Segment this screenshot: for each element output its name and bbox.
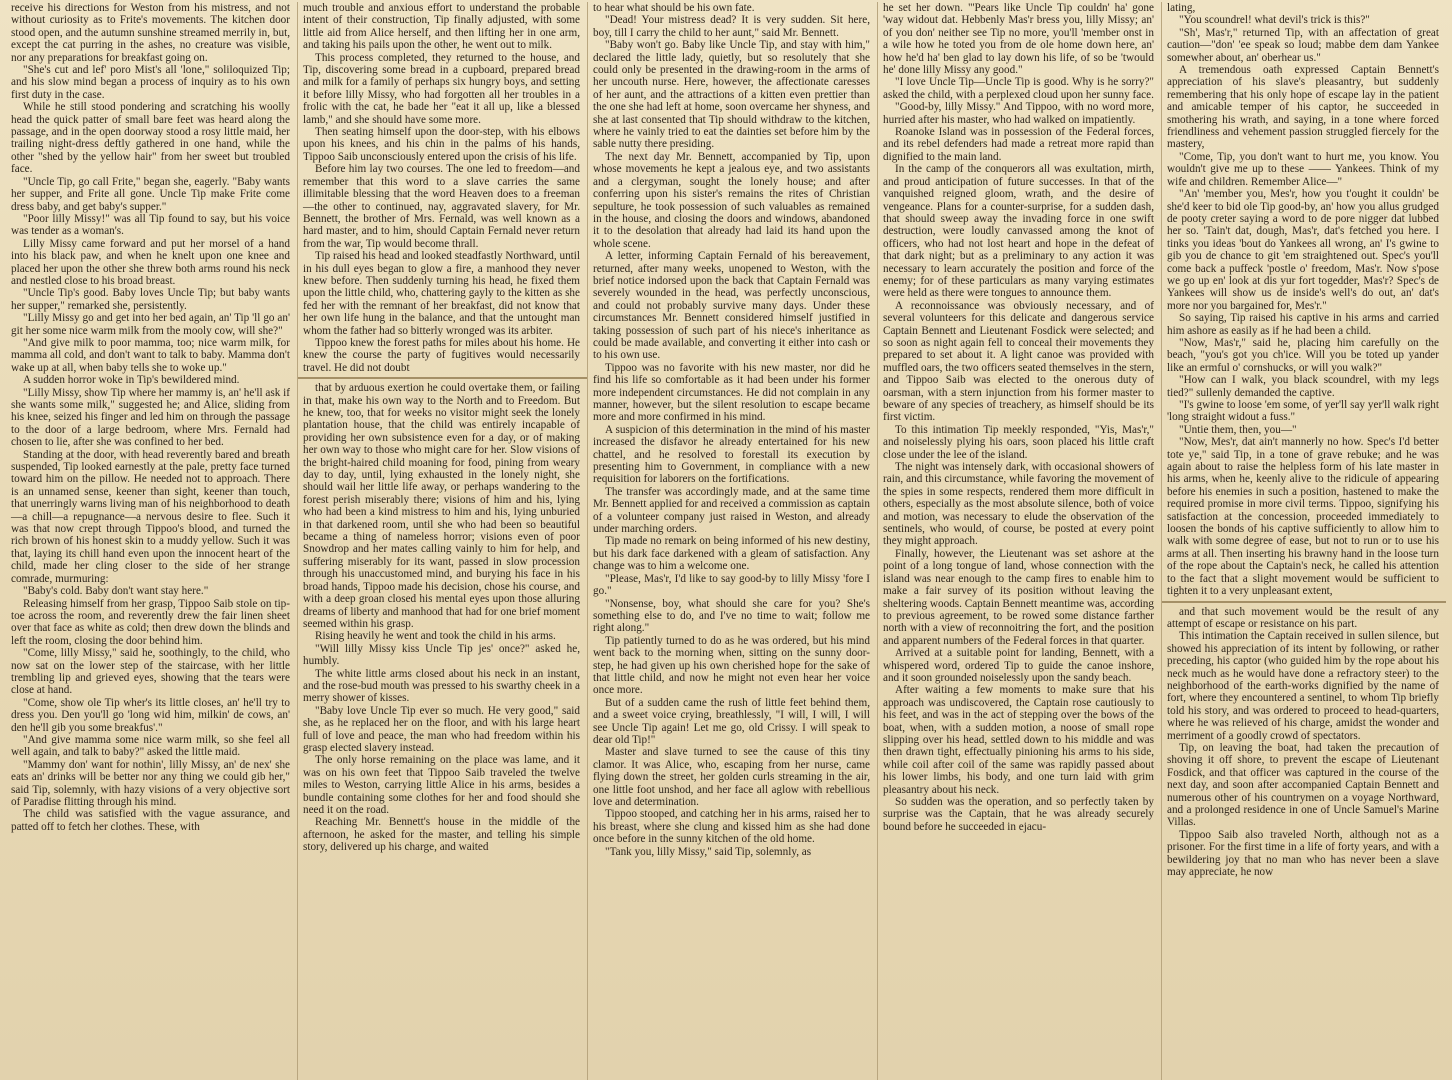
paragraph: Rising heavily he went and took the child in his arms.: [315, 630, 556, 643]
paragraph: much trouble and anxious effort to understand the probable intent of their construction, Tip finally adjusted, with some little aid from Alice herself, and then lifting her in one arm, and taking his pails upon the other, he went out to milk.: [303, 2, 580, 52]
paragraph: To this intimation Tip meekly responded, "Yis, Mas'r," and noiselessly plying his oars, soon placed his little craft close under the lee of the island.: [883, 423, 1154, 461]
paragraph: "She's cut and lef' poro Mist's all 'lone," soliloquized Tip; and his slow mind began a process of inquiry as to his own first duty in the case.: [11, 64, 290, 101]
paragraph: Before him lay two courses. The one led to freedom—and remember that this word to a slave carries the same illimitable blessing that the word Heaven does to a freeman—the other to continued, nay, aggravated slavery, for Mr. Bennett, the brother of Mrs. Fernald, was well known as a hard master, and to him, should Captain Fernald never return from the war, Tip would become thrall.: [303, 163, 580, 250]
paragraph: Standing at the door, with head reverently bared and breath suspended, Tip looked earnestly at the pale, pretty face turned toward him on the pillow. He needed not to approach. There is an unnamed sense, keener than sight, keener than touch, that unerringly warns living man of his neighborhood to death—a chill—a repugnance—a nervous desire to flee. Such it was that now crept through Tippoo's blood, and turned the rich brown of his honest skin to a muddy yellow. Such it was that, laying its chill hand even upon the innocent heart of the child, made her cling closer to the side of her strange comrade, murmuring:: [11, 448, 290, 585]
paragraph: "How can I walk, you black scoundrel, with my legs tied?" sullenly demanded the captive.: [1167, 374, 1439, 399]
paragraph: "Untie them, then, you—": [1179, 423, 1297, 436]
paragraph: "I's gwine to loose 'em some, of yer'll say yer'll walk right 'long straight widout a fuss.": [1167, 399, 1439, 424]
paragraph: In the camp of the conquerors all was exultation, mirth, and proud anticipation of future successes. In that of the vanquished reigned gloom, wrath, and the desire of vengeance. Plans for a counter-surprise, for a sudden dash, that should sweep away the invading force in one swift destruction, were loudly canvassed among the knot of officers, who had not lost heart and hope in the defeat of that dark night; but as a preliminary to any action it was necessary to learn accurately the position and force of the enemy; for of these particulars as many varying estimates were held as there were tongues to announce them.: [883, 163, 1154, 300]
paragraph: "Baby's cold. Baby don't want stay here.": [23, 585, 209, 598]
paragraph: receive his directions for Weston from his mistress, and not without curiosity as to Frite's movements. The kitchen door stood open, and the autumn sunshine streamed merrily in, but, except the cat purring in the ashes, no creature was visible, nor any preparations for breakfast going on.: [11, 2, 290, 64]
column-4: [878, 2, 1162, 1080]
paragraph: "Tank you, lilly Missy," said Tip, solemnly, as: [605, 845, 812, 858]
paragraph: "And give mamma some nice warm milk, so she feel all well again, and talk to baby?" asked the little maid.: [11, 733, 290, 759]
paragraph: Tip, on leaving the boat, had taken the precaution of shoving it off shore, to prevent the escape of Lieutenant Fosdick, and that officer was captured in the course of the next day, and soon after accompanied Captain Bennett and numerous other of his countrymen on a voyage Northward, and a prolonged residence in one of Uncle Samuel's Marine Villas.: [1167, 741, 1439, 829]
paragraph: "Lilly Missy go and get into her bed again, an' Tip 'll go an' git her some nice warm milk from the mooly cow, will she?": [11, 312, 290, 337]
paragraph: Tippoo was no favorite with his new master, nor did he find his life so comfortable as it had been under his former more independent circumstances. He did not complain in any manner, however, but the silent resolution to escape became more and more confirmed in his mind.: [593, 361, 870, 424]
paragraph: While he still stood pondering and scratching his woolly head the quick patter of small bare feet was heard along the passage, and in the open doorway stood a rosy little maid, her trailing night-dress deftly gathered in one hand, while the other "shed by the yellow hair" from her sweet but troubled face.: [11, 101, 290, 176]
paragraph: So saying, Tip raised his captive in his arms and carried him ashore as easily as if he had been a child.: [1167, 312, 1439, 337]
paragraph: he set her down. "'Pears like Uncle Tip couldn' ha' gone 'way widout dat. Hebbenly Mas'r bress you, lilly Missy; an' of you don' neither see Tip no more, you'll 'member onst in a wile how he toted you from de ole home down here, an' how he'd ha' ben glad to lay down his life, of so be 'twould he' done lilly Missy any good.": [883, 2, 1154, 77]
paragraph: The white little arms closed about his neck in an instant, and the rose-bud mouth was pressed to his swarthy cheek in a merry shower of kisses.: [303, 667, 580, 705]
paragraph: to hear what should be his own fate.: [593, 2, 755, 14]
paragraph: Reaching Mr. Bennett's house in the middle of the afternoon, he asked for the master, and telling his simple story, delivered up his charge, and waited: [303, 816, 580, 854]
clipping-seam: [298, 377, 587, 379]
paragraph: Tippoo Saib also traveled North, although not as a prisoner. For the first time in a life of forty years, and with a bewildering joy that no man who has never been a slave may appreciate, he now: [1167, 828, 1439, 879]
paragraph: "Nonsense, boy, what should she care for you? She's something else to do, and I've no time to wait; follow me right along.": [593, 597, 870, 635]
paragraph: The next day Mr. Bennett, accompanied by Tip, upon whose movements he kept a jealous eye, and two assistants and a clergyman, sought the lonely house; and after conferring upon his sister's remains the rites of Christian sepulture, he took possession of such valuables as remained in the house, and closing the doors and windows, abandoned it to the desolation that already had laid its hand upon the whole scene.: [593, 150, 870, 250]
paragraph: The only horse remaining on the place was lame, and it was on his own feet that Tippoo Saib traveled the twelve miles to Weston, carrying little Alice in his arms, besides a bundle containing some clothes for her and food should she need it on the road.: [303, 754, 580, 816]
paragraph: "Good-by, lilly Missy." And Tippoo, with no word more, hurried after his master, who had walked on impatiently.: [883, 101, 1154, 126]
paragraph: "Come, lilly Missy," said he, soothingly, to the child, who now sat on the lower step of the staircase, with her little trembling lip and grieved eyes, showing that the tears were close at hand.: [11, 647, 290, 697]
paragraph: "Dead! Your mistress dead? It is very sudden. Sit here, boy, till I carry the child to her aunt," said Mr. Bennett.: [593, 14, 870, 39]
paragraph: Arrived at a suitable point for landing, Bennett, with a whispered word, ordered Tip to guide the canoe inshore, and it soon grounded noiselessly upon the sandy beach.: [883, 647, 1154, 684]
paragraph: The night was intensely dark, with occasional showers of rain, and this circumstance, while favoring the movement of the spies in some respects, rendered them more difficult in others, especially as the most absolute silence, both of voice and motion, was necessary to elude the observation of the sentinels, who would, of course, be posted at every point they might approach.: [883, 461, 1154, 548]
paragraph: "And give milk to poor mamma, too; nice warm milk, for mamma all cold, and don't want to talk to baby. Mamma don't wake up at all, when baby tells she to woke up.": [11, 336, 290, 374]
paragraph: "Now, Mes'r, dat ain't mannerly no how. Spec's I'd better tote ye," said Tip, in a tone of grave rebuke; and he was again about to raise the helpless form of his late master in his arms, when he, keenly alive to the ridicule of appearing before his enemies in such a position, hastened to make the required promise in more civil terms. Tippoo, signifying his satisfaction at the concession, proceeded immediately to loosen the bonds of his captive sufficiently to allow him to walk with some degree of ease, but not to run or to use his arms at all. Then inserting his brawny hand in the loose turn of the rope about the Captain's neck, he called his attention to the fact that a slight movement would be sufficient to tighten it to a very unpleasant extent,: [1167, 436, 1439, 598]
paragraph: "You scoundrel! what devil's trick is this?": [1179, 14, 1370, 27]
paragraph: "Uncle Tip, go call Frite," began she, eagerly. "Baby wants her supper, and Frite all gone. Uncle Tip make Frite come dress baby, and get baby's supper.": [11, 175, 290, 213]
paragraph: "Come, show ole Tip wher's its little closes, an' he'll try to dress you. Den you'll go 'long wid him, milkin' de cows, an' den he'll gib you some breakfus'.": [11, 696, 290, 734]
paragraph: that by arduous exertion he could overtake them, or failing in that, make his own way to the North and to Freedom. But he knew, too, that for weeks no visitor might seek the lonely plantation house, that the child was entirely incapable of providing her own subsistence even for a day, or of making her own way to those who might care for her. Slow visions of the bright-haired child moaning for food, pining from weary day to day, until, lying exhausted in the lonely night, she should wail her little life away, or perhaps wandering to the forest perish miserably there; visions of him and his, lying who had been a kind mistress to him and his, lying unburied in that darkened room, until she who had been so beautiful became a thing of nameless horror; visions even of poor Snowdrop and her mates calling vainly to him for help, and suffering miserably for its want, passed in slow procession through his unaccustomed mind, and burying his face in his broad hands, Tippoo made his decision, chose his course, and with a deep groan closed his mental eyes upon those alluring dreams of liberty and manhood that had for one brief moment seemed within his grasp.: [303, 382, 580, 630]
paragraph: A sudden horror woke in Tip's bewildered mind.: [23, 374, 240, 387]
paragraph: "Will lilly Missy kiss Uncle Tip jes' once?" asked he, humbly.: [303, 642, 580, 668]
paragraph: "Sh', Mas'r," returned Tip, with an affectation of great caution—"don' 'ee speak so loud; mabbe dem dam Yankee somewher about, an' oberhear us.": [1167, 26, 1439, 64]
paragraph: Lilly Missy came forward and put her morsel of a hand into his black paw, and when he knelt upon one knee and placed her upon the other she threw both arms round his neck and nestled close to his broad breast.: [11, 237, 290, 287]
paragraph: But of a sudden came the rush of little feet behind them, and a sweet voice crying, breathlessly, "I will, I will, I will see Uncle Tip again! Let me go, old Crissy. I will speak to dear old Tip!": [593, 696, 870, 746]
paragraph: Then seating himself upon the door-step, with his elbows upon his knees, and his chin in the palms of his hands, Tippoo Saib unconsciously entered upon the crisis of his life.: [303, 126, 580, 163]
paragraph: A suspicion of this determination in the mind of his master increased the disfavor he already entertained for his new chattel, and he resolved to forestall its execution by presenting him to Government, in compliance with a new requisition for laborers on the fortifications.: [593, 423, 870, 486]
paragraph: Tip made no remark on being informed of his new destiny, but his dark face darkened with a gleam of satisfaction. Any change was to him a welcome one.: [593, 535, 870, 573]
column-2: [298, 2, 588, 1080]
paragraph: This process completed, they returned to the house, and Tip, discovering some bread in a cupboard, prepared bread and milk for a family of perhaps six hungry boys, and setting it before lilly Missy, who had forgotten all her troubles in a frolic with the cat, he bade her "eat it all up, like a blessed lamb," and she should have some more.: [303, 51, 580, 126]
paragraph: A letter, informing Captain Fernald of his bereavement, returned, after many weeks, unopened to Weston, with the brief notice indorsed upon the back that Captain Fernald was severely wounded in the head, was perfectly unconscious, and could not probably survive many days. Under these circumstances Mr. Bennett considered himself justified in taking possession of such part of his niece's inheritance as could be made available, and converting it either into cash or to his own use.: [593, 250, 870, 362]
paragraph: A reconnoissance was obviously necessary, and of several volunteers for this delicate and dangerous service Captain Bennett and Lieutenant Fosdick were selected; and so soon as night again fell to conceal their movements they prepared to set about it. A light canoe was provided with muffled oars, the two officers seated themselves in the stern, and Tippoo Saib was elected to the onerous duty of oarsman, with a stern injunction from his former master to beware of any species of treachery, as himself should be its first victim.: [883, 299, 1154, 424]
paragraph: Roanoke Island was in possession of the Federal forces, and its rebel defenders had made a retreat more rapid than dignified to the main land.: [883, 126, 1154, 163]
paragraph: "An' 'member you, Mes'r, how you t'ought it couldn' be she'd keer to bid ole Tip good-by, an' how you allus grudged de pooty creter saying a word to de pore nigger dat lubbed her so. 'Tain't dat, dough, Mas'r, dat's fetched you here. I tinks you ideas 'bout do Yankees all wrong, an' I's gwine to gib you de chance to git 'em straightened out. Spec's you'll come back a puffeck 'postle o' freedom, Mas'r. Now s'pose we go up en' look at dis yur fort togedder, Mas'r? Spec's de Yankees will show us de inside's well's do out, an' dat's more nor you bargained for, Mes'r.": [1167, 188, 1439, 312]
paragraph: Master and slave turned to see the cause of this tiny clamor. It was Alice, who, escaping from her nurse, came flying down the street, her golden curls streaming in the air, one little foot unshod, and her face all aglow with rebellious love and determination.: [593, 746, 870, 808]
paragraph: "Now, Mas'r," said he, placing him carefully on the beach, "you's got you ch'ice. Will you be toted up yander like an ermful o' cornshucks, or will you walk?": [1167, 336, 1439, 374]
paragraph: Releasing himself from her grasp, Tippoo Saib stole on tip-toe across the room, and reverently drew the fair linen sheet over that face as white as cold; then drew down the blinds and left the room, closing the door behind him.: [11, 597, 290, 647]
paragraph: "I love Uncle Tip—Uncle Tip is good. Why is he sorry?" asked the child, with a perplexed cloud upon her sunny face.: [883, 76, 1154, 101]
paragraph: A tremendous oath expressed Captain Bennett's appreciation of his slave's pleasantry, but suddenly remembering that his only hope of escape lay in the patient and amicable temper of his captor, he succeeded in smothering his wrath, and saying, in a tone where forced friendliness and vehement passion struggled fiercely for the mastery,: [1167, 64, 1439, 151]
paragraph: Tippoo knew the forest paths for miles about his home. He knew the course the party of fugitives would necessarily travel. He did not doubt: [303, 336, 580, 374]
paragraph: Finally, however, the Lieutenant was set ashore at the point of a long tongue of land, whose connection with the island was near enough to the camp fires to enable him to make a fair survey of its position without leaving the sheltering woods. Captain Bennett meantime was, according to previous agreement, to be rowed some distance farther north with a view of reconnoitring the fort, and the position and apparent numbers of the Federal forces in that quarter.: [883, 547, 1154, 647]
paragraph: So sudden was the operation, and so perfectly taken by surprise was the Captain, that he was already securely bound before he succeeded in ejacu-: [883, 796, 1154, 833]
paragraph: "Poor lilly Missy!" was all Tip found to say, but his voice was tender as a woman's.: [11, 212, 290, 238]
column-5: [1162, 2, 1446, 1080]
paragraph: "Please, Mas'r, I'd like to say good-by to lilly Missy 'fore I go.": [593, 572, 870, 598]
paragraph: Tip raised his head and looked steadfastly Northward, until in his dull eyes began to glow a fire, a manhood they never knew before. Then suddenly turning his head, he fixed them upon the little child, who, chattering gayly to the kitten as she fed her with the remnant of her breakfast, did not know that her own life hung in the balance, and that the untought man whom the father had so bitterly wronged was its arbiter.: [303, 250, 580, 337]
clipping-seam: [1162, 601, 1446, 603]
paragraph: "Uncle Tip's good. Baby loves Uncle Tip; but baby wants her supper," remarked she, persistently.: [11, 287, 290, 312]
paragraph: After waiting a few moments to make sure that his approach was undiscovered, the Captain rose cautiously to his feet, and was in the act of stepping over the bows of the boat, when, with a sudden motion, a noose of small rope slipping over his head, settled down to his middle and was then drawn tight, effectually pinioning his arms to his side, while coil after coil of the same was rapidly passed about his lower limbs, his body, and one turn laid with grim pleasantry about his neck.: [883, 684, 1154, 796]
paragraph: "Baby won't go. Baby like Uncle Tip, and stay with him," declared the little lady, quietly, but so resolutely that she could only be presented in the drawing-room in the arms of her uncouth nurse. Here, however, the affectionate caresses of her aunt, and the attractions of a kitten even prettier than the one she had left at home, soon overcame her shyness, and she at last consented that Tip should withdraw to the kitchen, where he vainly tried to eat the dainties set before him by the sable nutty there presiding.: [593, 39, 870, 151]
paragraph: Tip patiently turned to do as he was ordered, but his mind went back to the morning when, sitting on the sunny door-step, he had given up his own cherished hope for the sake of that little child, and now he might not even hear her voice once more.: [593, 634, 870, 697]
paragraph: and that such movement would be the result of any attempt of escape or resistance on his part.: [1167, 605, 1439, 630]
paragraph: Tippoo stooped, and catching her in his arms, raised her to his breast, where she clung and kissed him as she had done once before in the sunny kitchen of the old home.: [593, 808, 870, 846]
paragraph: This intimation the Captain received in sullen silence, but showed his appreciation of its intent by following, or rather preceding, his captor (who guided him by the rope about his neck much as he would have done a refractory steer) to the neighborhood of the earth-works dignified by the name of fort, where they encountered a sentinel, to whom Tip briefly told his story, and was ordered to proceed to head-quarters, where he was relieved of his charge, amidst the wonder and merriment of a goodly crowd of spectators.: [1167, 630, 1439, 742]
paragraph: "Baby love Uncle Tip ever so much. He very good," said she, as he replaced her on the floor, and with his large heart full of love and peace, the man who had freedom within his grasp elected slavery instead.: [303, 704, 580, 754]
column-1: [6, 2, 298, 1080]
column-3: [588, 2, 878, 1080]
paragraph: The transfer was accordingly made, and at the same time Mr. Bennett applied for and received a commission as captain of a volunteer company just raised in Weston, and already under marching orders.: [593, 485, 870, 536]
paragraph: "Mammy don' want for nothin', lilly Missy, an' de nex' she eats an' drinks will be better nor any thing we could gib her," said Tip, solemnly, with hazy visions of a very objective sort of Paradise flitting through his mind.: [11, 758, 290, 808]
paragraph: lating,: [1167, 2, 1196, 14]
paragraph: The child was satisfied with the vague assurance, and patted off to fetch her clothes. These, with: [11, 808, 290, 833]
paragraph: "Come, Tip, you don't want to hurt me, you know. You wouldn't give me up to these —— Yankees. Think of my wife and children. Remember Alice—": [1167, 150, 1439, 188]
paragraph: "Lilly Missy, show Tip where her mammy is, an' he'll ask if she wants some milk," suggested he; and Alice, sliding from his knee, seized his finger and led him on through the passage to the door of a large bedroom, where Mrs. Fernald had chosen to lie, after she was confined to her bed.: [11, 386, 290, 449]
